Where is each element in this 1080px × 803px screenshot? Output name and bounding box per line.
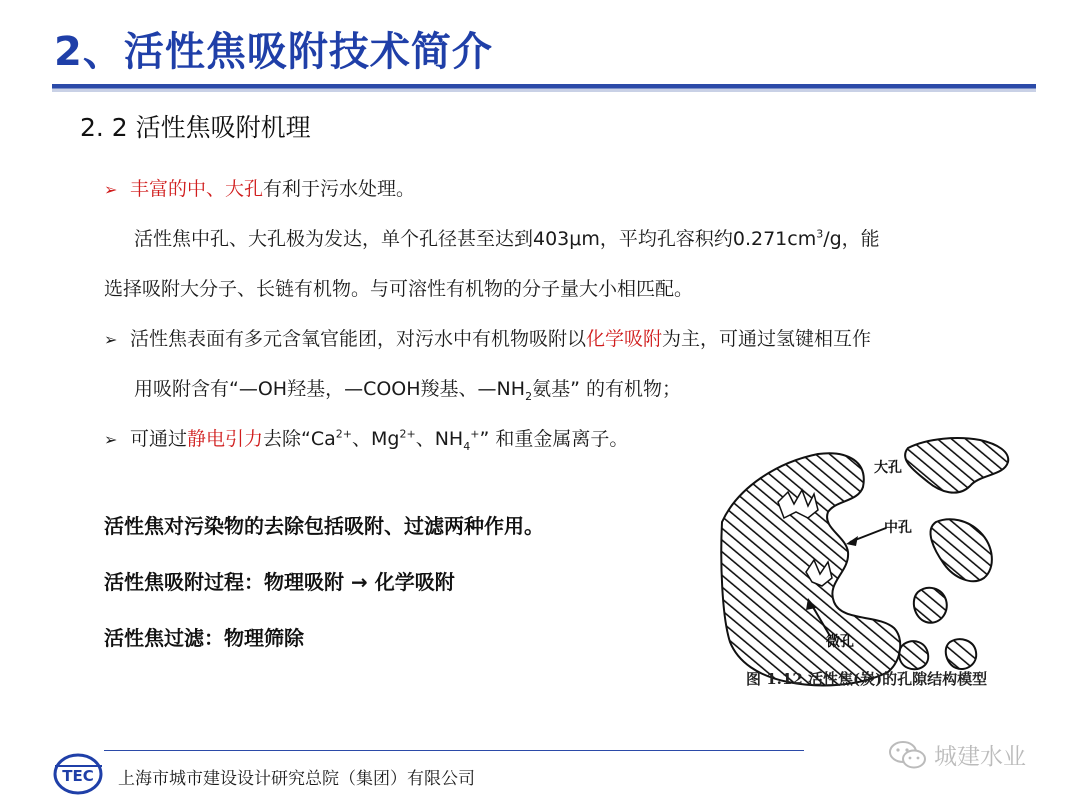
bullet-3-sup-2: 2+ [399, 427, 416, 441]
summary-line-2-a: 活性焦吸附过程：物理吸附 [104, 570, 351, 594]
paragraph-1-line-1 [134, 224, 880, 251]
bullet-3-text-a: 可通过 [130, 428, 188, 450]
logo-text: TEC [62, 767, 94, 785]
bullet-3-text-d: 、NH [415, 428, 464, 450]
bullet-2-highlight: 化学吸附 [586, 328, 663, 350]
company-name: 上海市城市建设设计研究总院（集团）有限公司 [118, 769, 475, 789]
solid-mass-top-right [905, 438, 1008, 493]
summary-line-3: 活性焦过滤：物理筛除 [104, 626, 304, 650]
right-arrow-icon: → [350, 570, 368, 594]
paragraph-1-line-2: 选择吸附大分子、长链有机物。与可溶性有机物的分子量大小相匹配。 [104, 278, 694, 300]
bullet-3-text-c: 、Mg [352, 428, 400, 450]
paragraph-1-sup: 3 [816, 227, 824, 241]
watermark-text: 城建水业 [934, 744, 1026, 770]
bullet-arrow-icon: ➢ [104, 430, 118, 449]
bullet-3-sub: 4 [463, 439, 471, 453]
bullet-3-sup-3: + [470, 427, 480, 441]
bullet-1-text: 有利于污水处理。 [263, 178, 416, 200]
solid-mass-right [931, 519, 992, 581]
bullet-2 [104, 324, 871, 351]
summary-line-2 [104, 566, 455, 595]
bullet-1-highlight: 丰富的中、大孔 [130, 178, 264, 200]
bullet-3-highlight: 静电引力 [187, 428, 264, 450]
bullet-arrow-icon: ➢ [104, 330, 118, 349]
slide-title: 2、活性焦吸附技术简介 [54, 29, 493, 75]
label-large-pore: 大孔 [874, 460, 902, 476]
bullet-3-text-e: ” 和重金属离子。 [479, 428, 629, 450]
bullet-2-line-2-a: 用吸附含有“—OH羟基，—COOH羧基、—NH [134, 378, 526, 400]
figure-caption: 图 1.12 活性焦(炭)的孔隙结构模型 [746, 670, 988, 688]
bullet-3-text-b: 去除“Ca [263, 428, 336, 450]
bullet-3-sup-1: 2+ [335, 427, 353, 441]
bullet-2-line-2 [134, 374, 681, 403]
summary-line-2-b: 化学吸附 [367, 570, 455, 594]
summary-line-1: 活性焦对污染物的去除包括吸附、过滤两种作用。 [104, 514, 544, 538]
bullet-2-sub: 2 [525, 389, 533, 403]
bullet-2-line-2-b: 氨基” 的有机物； [532, 378, 681, 400]
bullet-3 [104, 424, 628, 453]
pore-structure-figure [718, 432, 1018, 692]
bullet-1 [104, 174, 415, 201]
wechat-icon [888, 739, 928, 771]
section-subtitle: 2. 2 活性焦吸附机理 [80, 113, 311, 142]
bullet-2-text-a: 活性焦表面有多元含氧官能团，对污水中有机物吸附以 [130, 328, 587, 350]
title-underline [52, 84, 1036, 92]
paragraph-1-text-a: 活性焦中孔、大孔极为发达，单个孔径甚至达到403μm，平均孔容积约0.271cm [134, 228, 817, 250]
watermark [888, 738, 1026, 771]
paragraph-1-text-b: /g，能 [823, 228, 880, 250]
bullet-arrow-icon: ➢ [104, 180, 118, 199]
footer-rule [104, 750, 804, 751]
tec-logo-icon [52, 752, 104, 796]
label-micro-pore: 微孔 [826, 634, 854, 650]
bullet-2-text-b: 为主，可通过氢键相互作 [662, 328, 872, 350]
label-medium-pore: 中孔 [884, 520, 912, 536]
